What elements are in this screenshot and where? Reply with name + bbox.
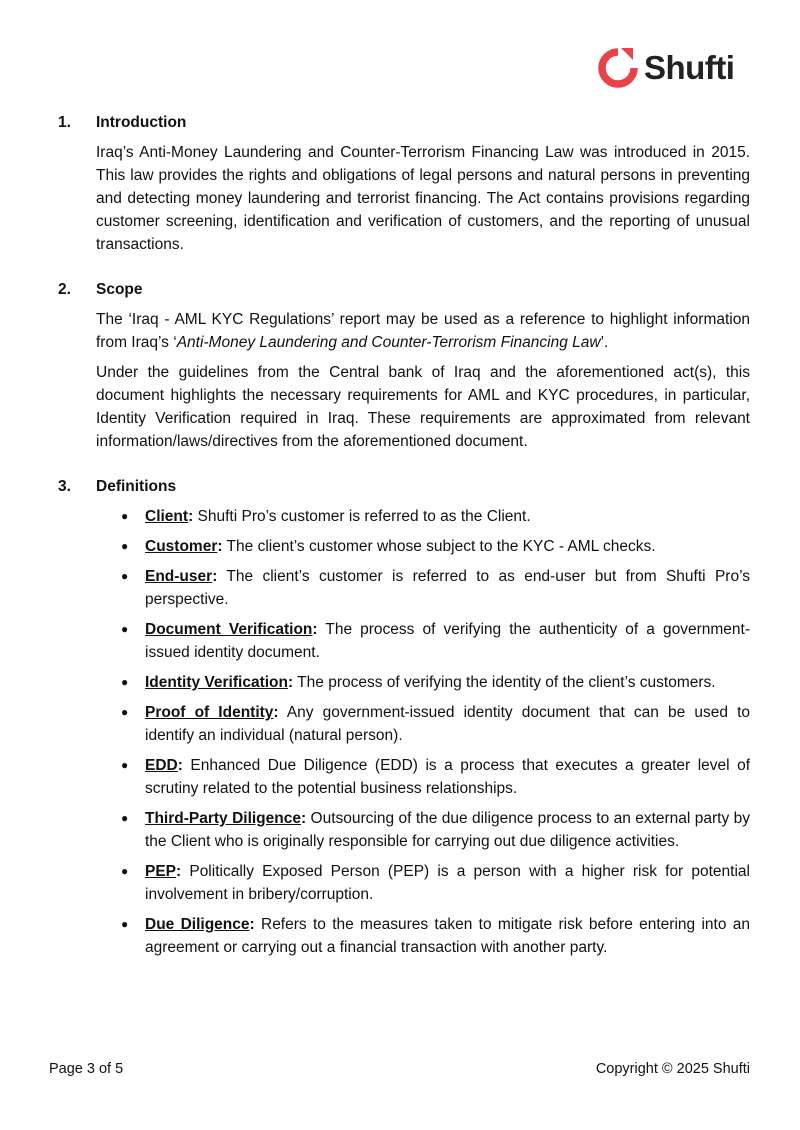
definition-term: PEP <box>145 863 177 880</box>
term-colon: : <box>177 757 183 774</box>
definition-text: Outsourcing of the due diligence process to an external party by the Client who is originally responsible for carrying out due diligence activities. <box>145 810 750 850</box>
section-title: Introduction <box>96 114 187 131</box>
intro-paragraph: Iraq’s Anti-Money Laundering and Counter-Terrorism Financing Law was introduced in 2015. This law provides the rights and obligations of legal persons and natural persons in preventing and detecting money laundering and terrorist financing. The Act contains provisions regarding customer screening, identification and verification of customers, and the reporting of unusual transactions. <box>96 144 750 253</box>
definition-text: Any government-issued identity document that can be used to identify an individual (natural person). <box>145 704 750 744</box>
scope-paragraph-2: Under the guidelines from the Central bank of Iraq and the aforementioned act(s), this document highlights the necessary requirements for AML and KYC procedures, in particular, Identity Verification required in Iraq. These requirements are approximated from relevant information/laws/directives from the aforementioned document. <box>96 364 750 450</box>
section-title: Scope <box>96 281 143 298</box>
term-colon: : <box>212 568 218 585</box>
section-number: 2. <box>58 281 71 298</box>
definition-text: The client’s customer whose subject to the KYC - AML checks. <box>222 538 656 555</box>
term-colon: : <box>287 674 294 691</box>
definition-term: EDD <box>145 757 178 774</box>
definition-item <box>145 913 750 959</box>
section-heading <box>0 475 800 498</box>
term-colon: : <box>188 508 194 525</box>
section-heading <box>0 111 800 134</box>
definition-text: The client’s customer is referred to as end-user but from Shufti Pro’s perspective. <box>145 568 750 608</box>
definition-text: The process of verifying the identity of the client’s customers. <box>293 674 716 691</box>
definition-text: The process of verifying the authenticity of a government-issued identity document. <box>145 621 750 661</box>
definition-term: Customer <box>145 538 218 555</box>
definition-item <box>145 671 750 694</box>
definition-term: Document Verification <box>145 621 313 638</box>
term-colon: : <box>300 810 307 827</box>
definition-item <box>145 754 750 800</box>
section-scope <box>0 278 800 453</box>
page-footer <box>49 1059 750 1079</box>
definition-term: Due Diligence <box>145 916 250 933</box>
section-introduction <box>0 111 800 256</box>
definition-text: Shufti Pro’s customer is referred to as the Client. <box>193 508 531 525</box>
definitions-list <box>0 505 800 959</box>
definition-term: Proof of Identity <box>145 704 274 721</box>
definition-item <box>145 535 750 558</box>
section-number: 1. <box>58 114 71 131</box>
scope-paragraph-1 <box>96 308 750 354</box>
term-colon: : <box>249 916 255 933</box>
section-number: 3. <box>58 478 71 495</box>
definition-text: Refers to the measures taken to mitigate risk before entering into an agreement or carrying out a financial transaction with another party. <box>145 916 751 956</box>
shufti-ring-icon <box>598 46 638 90</box>
law-title-italic: Anti-Money Laundering and Counter-Terrorism Financing Law <box>176 334 601 351</box>
scope-text-before: The ‘Iraq - AML KYC Regulations’ report may be used as a reference to highlight information from Iraq’s ‘ <box>96 311 750 351</box>
logo-text: Shufti <box>644 49 735 86</box>
term-colon: : <box>312 621 318 638</box>
definition-term: Client <box>145 508 189 525</box>
term-colon: : <box>176 863 182 880</box>
shufti-logo <box>598 46 734 90</box>
definition-item <box>145 505 750 528</box>
definition-term: Third-Party Diligence <box>145 810 301 827</box>
term-colon: : <box>273 704 279 721</box>
definition-item <box>145 618 750 664</box>
definition-text: Enhanced Due Diligence (EDD) is a process that executes a greater level of scrutiny related to the potential business relationships. <box>145 757 750 797</box>
copyright-notice: Copyright © 2025 Shufti <box>595 1061 750 1077</box>
definition-item <box>145 807 750 853</box>
section-title: Definitions <box>96 478 177 495</box>
term-colon: : <box>217 538 223 555</box>
document-body <box>0 111 800 981</box>
definition-item <box>145 565 750 611</box>
definition-term: End-user <box>145 568 213 585</box>
definition-text: Politically Exposed Person (PEP) is a person with a higher risk for potential involvement in bribery/corruption. <box>145 863 750 903</box>
definition-term: Identity Verification <box>145 674 288 691</box>
section-heading <box>0 278 800 301</box>
definition-item <box>145 860 750 906</box>
section-definitions <box>0 475 800 959</box>
scope-text-after: ’. <box>600 334 609 351</box>
page-number: Page 3 of 5 <box>49 1061 124 1077</box>
definition-item <box>145 701 750 747</box>
